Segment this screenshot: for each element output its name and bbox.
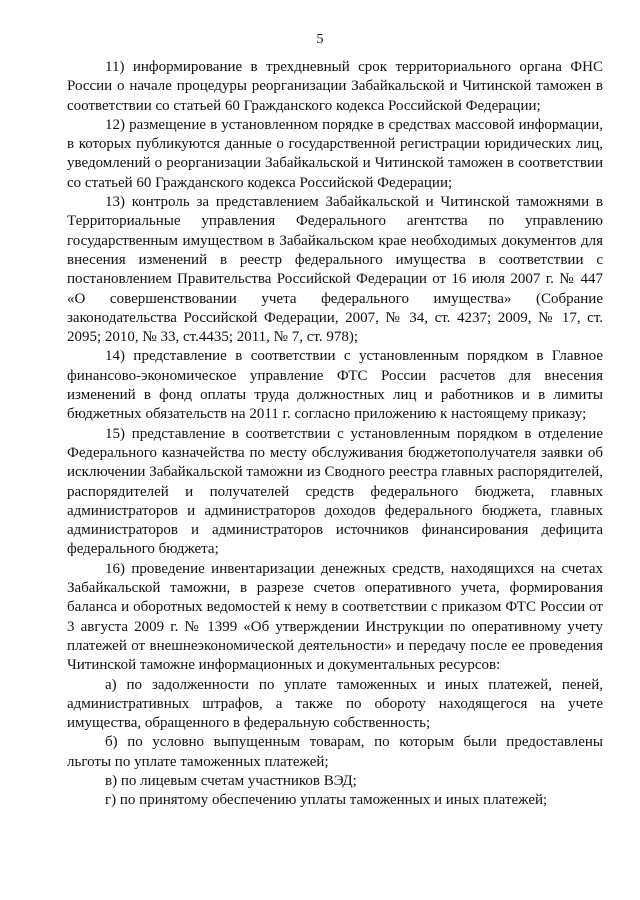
paragraph-item-13: 13) контроль за представлением Забайкальской и Читинской таможнями в Территориальные управления Федерального агентства по управлению государственным имуществом в Забайкальском крае необходимых документов для внесения изменений в реестр федерального имущества в соответствии с постановлением Правительства Российской Федерации от 16 июля 2007 г. № 447 «О совершенствовании учета федерального имущества» (Собрание законодательства Российской Федерации, 2007, № 34, ст. 4237; 2009, № 17, ст. 2095; 2010, № 33, ст.4435; 2011, № 7, ст. 978);	[67, 194, 603, 346]
subitem-a: а) по задолженности по уплате таможенных и иных платежей, пеней, административных штрафов, а также по обороту находящегося на учете имущества, обращенного в федеральную собственность;	[67, 676, 603, 732]
paragraph-item-16: 16) проведение инвентаризации денежных средств, находящихся на счетах Забайкальской таможни, в разрезе счетов оперативного учета, формирования баланса и оборотных ведомостей к нему в соответствии с приказом ФТС России от 3 августа 2009 г. № 1399 «Об утверждении Инструкции по оперативному учету платежей от внешнеэкономической деятельности» и передачу после ее проведения Читинской таможне информационных и документальных ресурсов:	[67, 560, 603, 674]
subitem-g: г) по принятому обеспечению уплаты таможенных и иных платежей;	[105, 792, 548, 809]
paragraph-item-11: 11) информирование в трехдневный срок территориального органа ФНС России о начале процедуры реорганизации Забайкальской и Читинской таможен в соответствии со статьей 60 Гражданского кодекса Российской Федерации;	[67, 59, 603, 114]
subitem-b: б) по условно выпущенным товарам, по которым были предоставлены льготы по уплате таможенных платежей;	[67, 734, 603, 770]
document-body	[67, 58, 603, 811]
paragraph-item-12: 12) размещение в установленном порядке в средствах массовой информации, в которых публикуются данные о государственной регистрации юридических лиц, уведомлений о реорганизации Забайкальской и Читинской таможен в соответствии со статьей 60 Гражданского кодекса Российской Федерации;	[67, 116, 603, 191]
page-number: 5	[316, 32, 324, 47]
subitem-v: в) по лицевым счетам участников ВЭД;	[105, 772, 357, 789]
paragraph-item-14: 14) представление в соответствии с установленным порядком в Главное финансово-экономическое управление ФТС России расчетов для внесения изменений в фонд оплаты труда должностных лиц и работников и в лимиты бюджетных обязательств на 2011 г. согласно приложению к настоящему приказу;	[67, 348, 603, 423]
paragraph-item-15: 15) представление в соответствии с установленным порядком в отделение Федерального казначейства по месту обслуживания бюджетополучателя заявки об исключении Забайкальской таможни из Сводного реестра главных распорядителей, распорядителей и получателей средств федерального бюджета, главных администраторов и администраторов доходов федерального бюджета, главных администраторов и администраторов источников финансирования дефицита федерального бюджета;	[67, 425, 603, 558]
